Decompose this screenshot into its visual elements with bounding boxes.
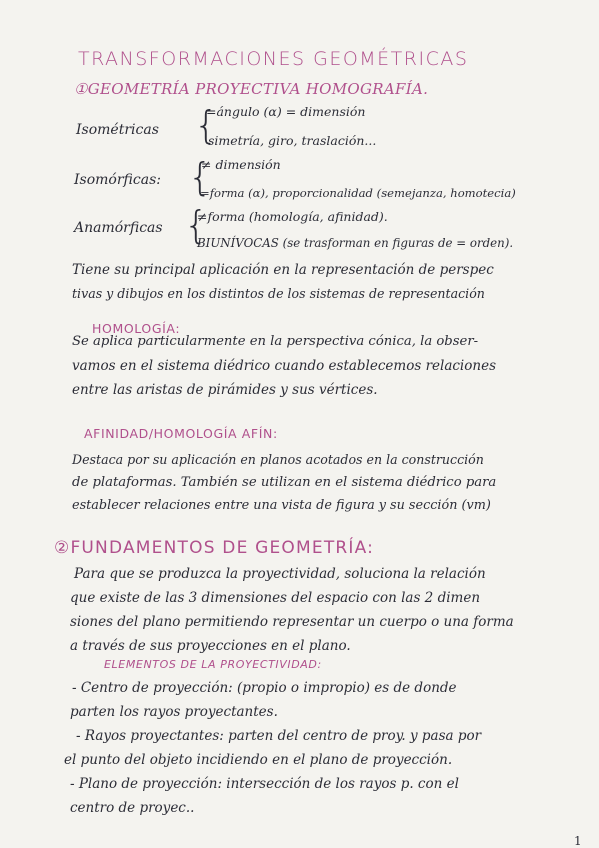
section2-line-1: Para que se produzca la proyectividad, soluciona la relación	[74, 566, 486, 582]
elementos-subheading: ELEMENTOS DE LA PROYECTIVIDAD:	[104, 658, 322, 671]
anamorficas-item-1: ≠forma (homología, afinidad).	[197, 209, 388, 224]
elemento-line-6: centro de proyec..	[70, 800, 195, 816]
anamorficas-item-2: BIUNÍVOCAS (se trasforman en figuras de = orden).	[197, 236, 514, 250]
elemento-line-4: el punto del objeto incidiendo en el plano de proyección.	[64, 752, 453, 768]
elemento-line-3: - Rayos proyectantes: parten del centro de proy. y pasa por	[76, 728, 482, 744]
section2-heading: ②FUNDAMENTOS DE GEOMETRÍA:	[54, 538, 375, 558]
elemento-line-1: - Centro de proyección: (propio o impropio) es de donde	[72, 680, 457, 696]
isometricas-item-2: simetría, giro, traslación...	[208, 133, 377, 148]
page-title: TRANSFORMACIONES GEOMÉTRICAS	[78, 48, 469, 70]
anamorficas-brace: {	[184, 203, 209, 247]
isometricas-item-1: =ángulo (α) = dimensión	[206, 104, 366, 119]
isometricas-label: Isométricas	[76, 122, 159, 138]
homologia-line-3: entre las aristas de pirámides y sus vértices.	[72, 382, 378, 398]
homologia-line-1: Se aplica particularmente en la perspectiva cónica, la obser-	[72, 334, 479, 349]
section1-text-line-2: tivas y dibujos en los distintos de los sistemas de representación	[72, 286, 485, 301]
section1-heading: ①GEOMETRÍA PROYECTIVA HOMOGRAFÍA.	[74, 80, 429, 98]
elemento-line-5: - Plano de proyección: intersección de los rayos p. con el	[70, 776, 459, 792]
elemento-line-2: parten los rayos proyectantes.	[70, 704, 278, 720]
isometricas-brace: {	[194, 103, 219, 147]
isomorficas-item-2: =forma (α), proporcionalidad (semejanza, homotecia)	[200, 186, 516, 200]
section1-text-line-1: Tiene su principal aplicación en la representación de perspec	[72, 262, 494, 278]
isomorficas-brace: {	[188, 155, 213, 199]
page-number: 1	[574, 834, 582, 848]
afinidad-line-2: de plataformas. También se utilizan en el sistema diédrico para	[72, 475, 497, 490]
section2-line-4: a través de sus proyecciones en el plano.	[70, 638, 351, 654]
afinidad-line-1: Destaca por su aplicación en planos acotados en la construcción	[72, 452, 484, 467]
isomorficas-item-1: ≠ dimensión	[201, 157, 281, 172]
afinidad-line-3: establecer relaciones entre una vista de figura y su sección (vm)	[72, 498, 491, 513]
section2-line-2: que existe de las 3 dimensiones del espacio con las 2 dimen	[70, 590, 481, 606]
isomorficas-label: Isomórficas:	[74, 172, 161, 188]
afinidad-heading: AFINIDAD/HOMOLOGÍA AFÍN:	[84, 426, 278, 441]
homologia-heading: HOMOLOGÍA:	[92, 321, 181, 336]
section2-line-3: siones del plano permitiendo representar un cuerpo o una forma	[70, 614, 514, 630]
homologia-line-2: vamos en el sistema diédrico cuando establecemos relaciones	[72, 358, 496, 374]
anamorficas-label: Anamórficas	[74, 220, 163, 236]
